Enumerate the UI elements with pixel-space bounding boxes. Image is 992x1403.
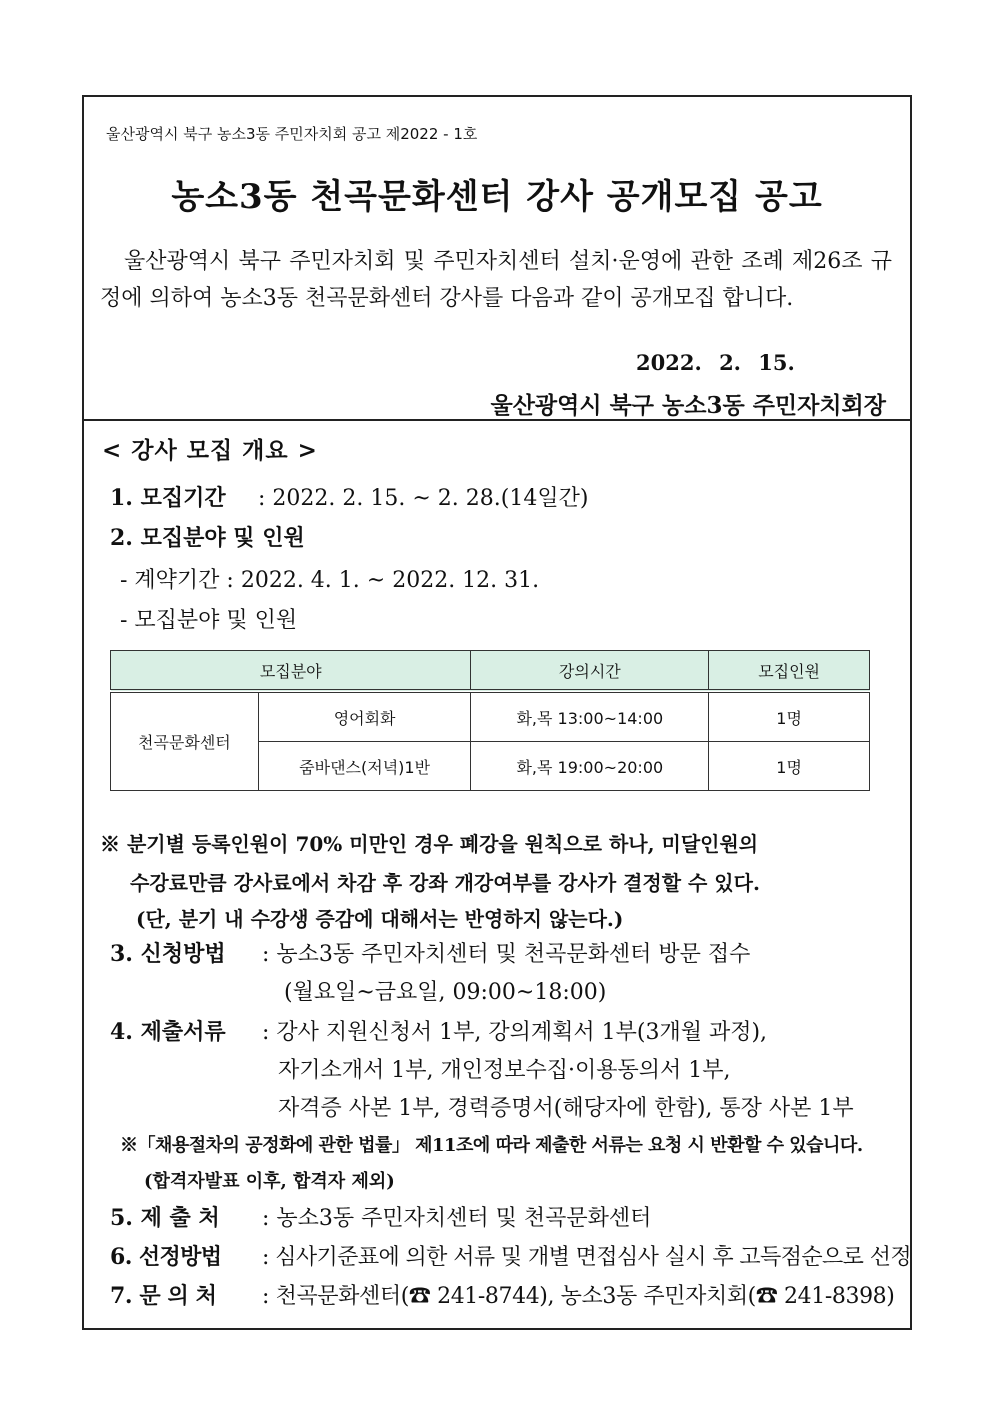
count-cell: 1명 (709, 742, 870, 791)
contract-period: - 계약기간 : 2022. 4. 1. ~ 2022. 12. 31. (120, 568, 540, 593)
notice-date: 2022. 2. 15. (636, 350, 795, 375)
issuer: 울산광역시 북구 농소3동 주민자치회장 (490, 392, 886, 419)
item-selection-value: : 심사기준표에 의한 서류 및 개별 면접심사 실시 후 고득점순으로 선정 (262, 1245, 912, 1270)
field-cell: 영어회화 (258, 691, 471, 742)
group-cell: 천곡문화센터 (111, 691, 259, 791)
item-apply-value: : 농소3동 주민자치센터 및 천곡문화센터 방문 접수 (262, 942, 751, 967)
item-period (110, 481, 588, 512)
notice-number: 울산광역시 북구 농소3동 주민자치회 공고 제2022 - 1호 (106, 125, 478, 143)
overview-heading: < 강사 모집 개요 > (102, 437, 318, 464)
return-note: ※「채용절차의 공정화에 관한 법률」 제11조에 따라 제출한 서류는 요청 시 반환할 수 있습니다. (120, 1135, 863, 1156)
field-subheading: - 모집분야 및 인원 (120, 608, 298, 633)
item-selection (110, 1240, 911, 1271)
note-line-3: (단, 분기 내 수강생 증감에 대해서는 반영하지 않는다.) (136, 907, 624, 931)
notice-frame (82, 95, 912, 1330)
item-field: 2. 모집분야 및 인원 (110, 525, 305, 551)
item-submit-place (110, 1201, 651, 1232)
section-divider (84, 419, 910, 421)
item-contact-label: 7. 문 의 처 (110, 1283, 217, 1309)
count-cell: 1명 (709, 691, 870, 742)
item-submit-value: : 농소3동 주민자치센터 및 천곡문화센터 (262, 1206, 652, 1231)
intro-paragraph (100, 243, 892, 317)
item-apply (110, 937, 750, 968)
item-documents-value: : 강사 지원신청서 1부, 강의계획서 1부(3개월 과정), (262, 1020, 768, 1045)
intro-text: 울산광역시 북구 주민자치회 및 주민자치센터 설치·운영에 관한 조례 제26조 규정에 의하여 농소3동 천곡문화센터 강사를 다음과 같이 공개모집 합니다. (100, 249, 892, 311)
time-cell: 화,목 19:00~20:00 (471, 742, 709, 791)
item-documents-label: 4. 제출서류 (110, 1019, 226, 1045)
header-count: 모집인원 (709, 651, 870, 692)
item-period-value: : 2022. 2. 15. ~ 2. 28.(14일간) (258, 486, 589, 511)
item-contact (110, 1279, 894, 1310)
time-cell: 화,목 13:00~14:00 (471, 691, 709, 742)
header-field: 모집분야 (111, 651, 471, 692)
page-title: 농소3동 천곡문화센터 강사 공개모집 공고 (171, 177, 823, 217)
item-documents-line2: 자기소개서 1부, 개인정보수집·이용동의서 1부, (278, 1058, 731, 1083)
item-submit-label: 5. 제 출 처 (110, 1205, 220, 1231)
item-selection-label: 6. 선정방법 (110, 1244, 222, 1270)
recruit-table (110, 650, 870, 791)
note-line-2: 수강료만큼 강사료에서 차감 후 강좌 개강여부를 강사가 결정할 수 있다. (130, 871, 760, 895)
item-documents (110, 1015, 767, 1046)
header-time: 강의시간 (471, 651, 709, 692)
table-row (111, 691, 870, 742)
table-header-row (111, 651, 870, 692)
field-cell: 줌바댄스(저녁)1반 (258, 742, 471, 791)
return-note-exception: (합격자발표 이후, 합격자 제외) (144, 1171, 395, 1192)
item-apply-hours: (월요일~금요일, 09:00~18:00) (284, 980, 607, 1005)
item-period-label: 1. 모집기간 (110, 485, 226, 511)
item-contact-value: : 천곡문화센터(☎ 241-8744), 농소3동 주민자치회(☎ 241-8398) (262, 1284, 895, 1309)
note-line-1: ※ 분기별 등록인원이 70% 미만인 경우 폐강을 원칙으로 하나, 미달인원의 (100, 832, 759, 856)
item-documents-line3: 자격증 사본 1부, 경력증명서(해당자에 한함), 통장 사본 1부 (278, 1096, 854, 1121)
item-apply-label: 3. 신청방법 (110, 941, 226, 967)
